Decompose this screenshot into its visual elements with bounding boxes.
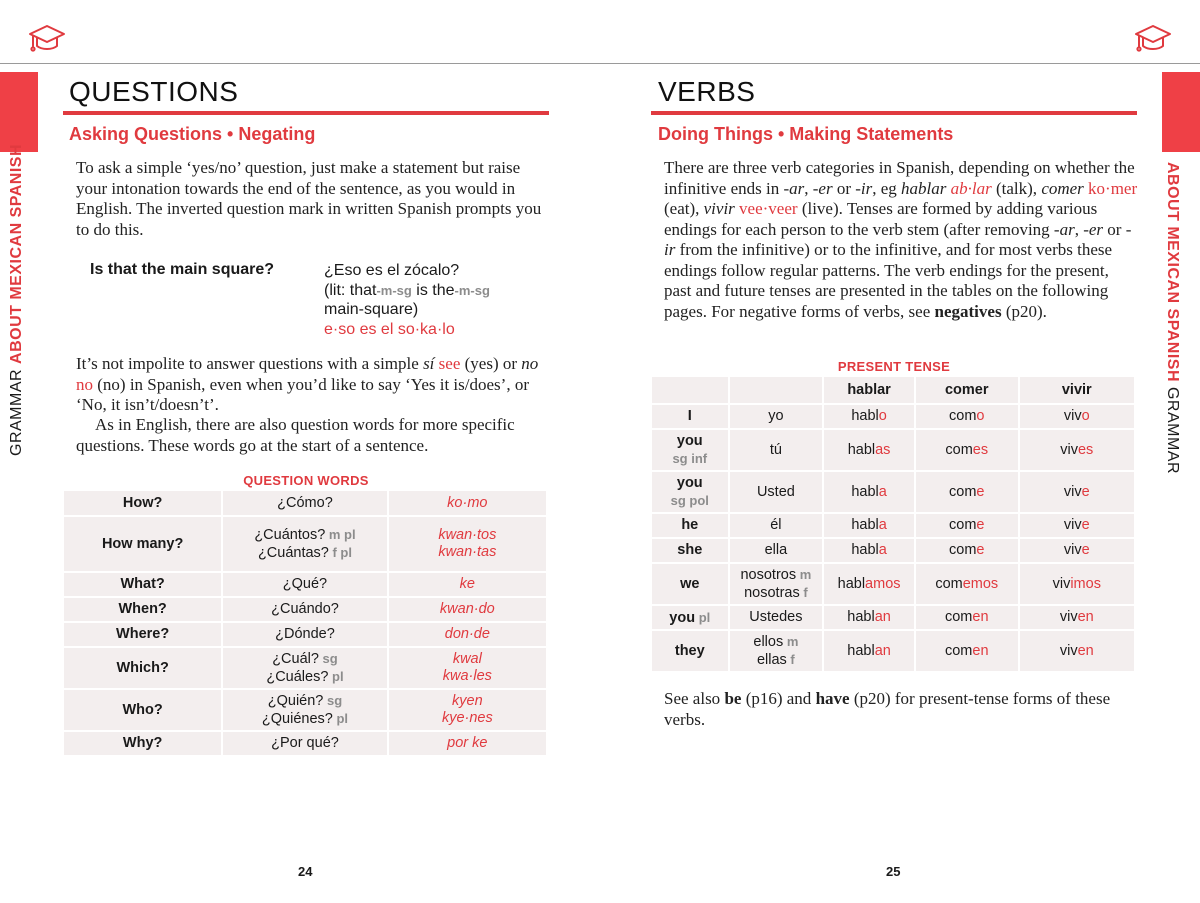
question-english: What? (64, 573, 221, 596)
verb-ending: e (1081, 483, 1090, 500)
question-spanish (223, 598, 386, 621)
spanish-form (223, 735, 386, 752)
verb-stem: habl (847, 609, 875, 625)
question-spanish (223, 690, 386, 730)
pronoun-form (730, 484, 823, 501)
present-tense-table (650, 375, 1136, 673)
pronoun: ellos (753, 634, 784, 650)
question-words-table (62, 489, 548, 757)
gender-tag: sg (323, 693, 343, 708)
person-tag: pl (695, 609, 711, 625)
verb-stem: habl (847, 642, 875, 659)
table-row (64, 517, 546, 571)
verb-stem: viv (1059, 642, 1078, 659)
example-spanish: ¿Eso es el zócalo? (324, 262, 460, 279)
question-spanish (223, 732, 386, 755)
pronunciation-line: ko·mo (447, 494, 488, 511)
side-label-accent: ABOUT MEXICAN SPANISH (1164, 162, 1181, 382)
spanish-form (223, 626, 386, 643)
pronoun: Usted (756, 483, 795, 500)
verb-ending: e (1081, 542, 1090, 558)
question-english: How? (64, 491, 221, 515)
pronoun-form (730, 442, 823, 459)
verb-stem: habl (851, 483, 879, 500)
question-english: Which? (64, 648, 221, 688)
pronoun-cell (730, 430, 823, 470)
person: we (680, 575, 700, 592)
verb-stem: habl (851, 408, 879, 424)
pronoun-form (730, 651, 823, 669)
pronunciation-line: kwan·tos (438, 527, 497, 543)
person: you pl (669, 609, 711, 626)
verb-form (916, 405, 1018, 428)
question-words-paragraph: As in English, there are also question words for more specific questions. These words go at the start of a sentence. (76, 415, 515, 455)
verb-ending: an (874, 642, 891, 659)
pronoun-cell (730, 606, 823, 629)
verb-form (1020, 430, 1134, 470)
verb-ending: amos (865, 575, 901, 592)
verb-stem: viv (1059, 609, 1078, 625)
verb-stem: viv (1063, 542, 1082, 558)
verb-stem: habl (851, 517, 879, 533)
example-spanish-block (324, 261, 544, 339)
verb-ending: en (1077, 609, 1094, 625)
question-pronunciation (389, 648, 546, 688)
page-number: 24 (298, 864, 313, 879)
left-thumb-tab (0, 72, 38, 152)
verb-form (824, 472, 914, 512)
graduation-cap-icon (1134, 22, 1172, 56)
question-pronunciation (389, 623, 546, 646)
pronoun-form (730, 584, 823, 602)
header-verb: hablar (824, 377, 914, 403)
header-rule (0, 63, 1200, 64)
pronunciation-line: kwa·les (442, 668, 492, 684)
verb-ending: emos (962, 575, 999, 592)
question-english: Why? (64, 732, 221, 755)
pronoun: él (770, 517, 782, 533)
spanish-word: ¿Dónde? (275, 626, 335, 642)
question-pronunciation (389, 517, 546, 571)
person-cell (652, 539, 728, 562)
table-row (64, 623, 546, 646)
verb-form (1020, 564, 1134, 604)
verb-form (824, 405, 914, 428)
pronoun-cell (730, 405, 823, 428)
verb-stem: com (944, 609, 973, 625)
question-english: Where? (64, 623, 221, 646)
pronoun-cell (730, 564, 823, 604)
table-row (652, 430, 1134, 470)
table-row (652, 631, 1134, 671)
verb-form (824, 430, 914, 470)
example-english: Is that the main square? (90, 261, 275, 278)
table-row (64, 573, 546, 596)
verb-ending: en (972, 642, 989, 659)
verb-stem: viv (1052, 575, 1071, 592)
page-title-verbs: VERBS (658, 76, 756, 107)
person-cell (652, 405, 728, 428)
verb-ending: en (1077, 642, 1094, 659)
spanish-word: ¿Cómo? (277, 494, 333, 511)
person-tag: sg pol (670, 493, 709, 508)
spanish-form (223, 710, 386, 728)
pronoun-form (730, 633, 823, 651)
verb-form (916, 514, 1018, 537)
spanish-word: ¿Quiénes? (261, 711, 333, 727)
verb-form (824, 606, 914, 629)
pronoun-cell (730, 631, 823, 671)
gender-tag: f (786, 652, 795, 667)
person: you (676, 433, 703, 449)
person: she (677, 542, 703, 558)
table-row (64, 491, 546, 515)
question-spanish (223, 517, 386, 571)
verb-stem: viv (1063, 483, 1082, 500)
question-spanish (223, 491, 386, 515)
pronunciation-line: kye·nes (441, 710, 493, 726)
question-english: When? (64, 598, 221, 621)
right-thumb-tab (1162, 72, 1200, 152)
verb-ending: an (874, 609, 891, 625)
title-rule (63, 111, 549, 115)
person-cell (652, 564, 728, 604)
spanish-word: ¿Quién? (267, 693, 324, 709)
question-english: How many? (64, 517, 221, 571)
spanish-form (223, 495, 386, 512)
pronoun: yo (768, 408, 784, 424)
left-side-label (8, 143, 26, 456)
gender-tag: f pl (328, 545, 352, 560)
verb-ending: imos (1070, 575, 1101, 592)
pronunciation-line: kyen (452, 693, 483, 709)
spanish-form (223, 526, 386, 544)
verb-form (916, 472, 1018, 512)
verb-stem: viv (1060, 441, 1078, 458)
verb-form (916, 430, 1018, 470)
spanish-word: ¿Cuál? (272, 651, 319, 667)
pronunciation-line: don·de (444, 626, 490, 642)
verb-form (1020, 514, 1134, 537)
table-row (652, 606, 1134, 629)
person: I (687, 408, 692, 424)
pronoun: nosotras (744, 585, 800, 601)
verb-ending: o (976, 408, 985, 424)
verb-form (1020, 405, 1134, 428)
pronoun-form (730, 542, 823, 559)
verb-form (1020, 606, 1134, 629)
verb-form (1020, 472, 1134, 512)
example-literal: (lit: that-m-sg is the-m-sg (324, 281, 490, 299)
table-caption: QUESTION WORDS (243, 473, 369, 488)
header-person (652, 377, 728, 403)
gender-tag: m pl (325, 527, 356, 542)
gender-tag: pl (328, 669, 344, 684)
section-subtitle: Asking Questions • Negating (69, 124, 316, 144)
side-label-plain: GRAMMAR (1164, 386, 1181, 475)
spanish-form (223, 576, 386, 593)
title-rule (651, 111, 1137, 115)
page-number: 25 (886, 864, 901, 879)
person: they (674, 642, 705, 659)
spanish-word: ¿Qué? (282, 576, 328, 592)
example-pronunciation: e·so es el so·ka·lo (324, 320, 455, 338)
person-cell (652, 514, 728, 537)
pronunciation-line: por ke (447, 735, 488, 751)
verb-stem: viv (1063, 517, 1082, 533)
pronunciation-line: kwan·do (439, 601, 495, 617)
spanish-form (223, 650, 386, 668)
pronoun: tú (769, 441, 782, 458)
verb-stem: com (949, 408, 977, 424)
verb-form (1020, 539, 1134, 562)
gender-tag: m (783, 634, 799, 649)
pronoun-cell (730, 472, 823, 512)
header-pronoun (730, 377, 823, 403)
gender-tag: sg (318, 651, 338, 666)
pronoun-form (730, 609, 823, 626)
question-pronunciation (389, 690, 546, 730)
graduation-cap-icon (28, 22, 66, 56)
verb-form (916, 606, 1018, 629)
verb-ending: a (878, 517, 887, 533)
question-pronunciation (389, 573, 546, 596)
spanish-form (223, 668, 386, 686)
verb-stem: viv (1063, 408, 1082, 424)
pronunciation-line: kwan·tas (438, 544, 497, 560)
pronoun: ellas (756, 652, 787, 668)
spanish-word: ¿Cuántos? (254, 527, 326, 543)
person-tag: sg inf (672, 451, 708, 466)
verb-ending: en (972, 609, 989, 625)
verb-stem: com (944, 642, 973, 659)
person-cell (652, 631, 728, 671)
pronoun-cell (730, 514, 823, 537)
side-label-accent: ABOUT MEXICAN SPANISH (8, 143, 25, 364)
verb-form (824, 514, 914, 537)
table-row (652, 539, 1134, 562)
verb-ending: a (878, 483, 887, 500)
spanish-form (223, 692, 386, 710)
see-also-paragraph: See also be (p16) and have (p20) for present-tense forms of these verbs. (664, 689, 1111, 729)
pronoun: ella (764, 542, 788, 558)
question-spanish (223, 573, 386, 596)
pronoun-cell (730, 539, 823, 562)
intro-paragraph: To ask a simple ‘yes/no’ question, just make a statement but raise your intonation towards the end of the sentence, as you would in English. The inverted question mark in written Spanish prompts you to do this. (76, 158, 542, 239)
verb-form (824, 631, 914, 671)
spanish-word: ¿Cuántas? (257, 545, 329, 561)
question-english: Who? (64, 690, 221, 730)
verb-stem: com (945, 441, 973, 458)
table-row (64, 598, 546, 621)
right-side-label (1163, 162, 1181, 475)
pronoun-form (730, 408, 823, 425)
verb-stem: habl (837, 575, 866, 592)
question-spanish (223, 648, 386, 688)
spanish-form (223, 544, 386, 562)
pronoun: Ustedes (749, 609, 803, 625)
table-row (64, 648, 546, 688)
table-row (652, 405, 1134, 428)
pronoun-form (730, 566, 823, 584)
pronunciation-line: ke (459, 576, 475, 592)
verb-stem: habl (847, 441, 876, 458)
table-row (64, 732, 546, 755)
verb-ending: a (878, 542, 887, 558)
verb-stem: com (949, 483, 977, 500)
verb-stem: com (949, 542, 977, 558)
verb-form (916, 631, 1018, 671)
gender-tag: m (796, 567, 812, 582)
spanish-form (223, 601, 386, 618)
verb-ending: e (976, 542, 985, 558)
verbs-intro-paragraph: There are three verb categories in Spanish, depending on whether the infinitive ends in -ar, -er or -ir, eg hablar ab·lar (talk), comer ko·mer (eat), vivir vee·veer (live). Tenses are formed by adding various endings for each person to the verb stem (after removing -ar, -er or -ir from the infinitive) or to the infinitive, and for most verbs these endings follow regular patterns. The verb endings for the present, past and future tenses are presented in the tables on the following pages. For negative forms of verbs, see negatives (p20). (664, 158, 1138, 321)
verb-form (824, 539, 914, 562)
person-cell (652, 430, 728, 470)
spanish-word: ¿Cuándo? (271, 601, 339, 617)
verb-ending: e (976, 517, 985, 533)
pronoun: nosotros (740, 567, 797, 583)
table-row (64, 690, 546, 730)
example-literal-end: main-square) (324, 301, 419, 318)
question-spanish (223, 623, 386, 646)
person-cell (652, 606, 728, 629)
question-pronunciation (389, 732, 546, 755)
verb-ending: es (1077, 441, 1094, 458)
verb-form (916, 564, 1018, 604)
verb-ending: o (878, 408, 887, 424)
verb-ending: es (972, 441, 989, 458)
verb-stem: com (935, 575, 963, 592)
verb-ending: e (976, 483, 985, 500)
table-row (652, 514, 1134, 537)
verb-form (916, 539, 1018, 562)
spanish-word: ¿Cuáles? (266, 669, 329, 685)
table-row (652, 472, 1134, 512)
pronunciation-line: kwal (452, 651, 482, 667)
verb-form (1020, 631, 1134, 671)
spanish-word: ¿Por qué? (271, 735, 339, 751)
person: you (676, 475, 703, 491)
table-caption: PRESENT TENSE (837, 359, 951, 374)
gender-tag: pl (332, 711, 349, 726)
section-subtitle: Doing Things • Making Statements (658, 124, 954, 144)
verb-stem: habl (851, 542, 879, 558)
header-verb: vivir (1020, 377, 1134, 403)
verb-form (824, 564, 914, 604)
table-row (652, 564, 1134, 604)
person-cell (652, 472, 728, 512)
page-title-questions: QUESTIONS (69, 76, 239, 107)
pronoun-form (730, 517, 823, 534)
verb-ending: o (1081, 408, 1090, 424)
verb-ending: e (1081, 517, 1090, 533)
question-pronunciation (389, 598, 546, 621)
side-label-plain: GRAMMAR (8, 368, 25, 456)
person: he (681, 517, 699, 533)
gender-tag: f (799, 585, 808, 600)
question-pronunciation (389, 491, 546, 515)
header-verb: comer (916, 377, 1018, 403)
answer-paragraph: It’s not impolite to answer questions with a simple sí see (yes) or no no (no) in Spanish, even when you’d like to say ‘Yes it is/does’, or ‘No, it isn’t/doesn’t’. (76, 354, 539, 414)
verb-ending: as (875, 441, 891, 458)
verb-stem: com (949, 517, 977, 533)
